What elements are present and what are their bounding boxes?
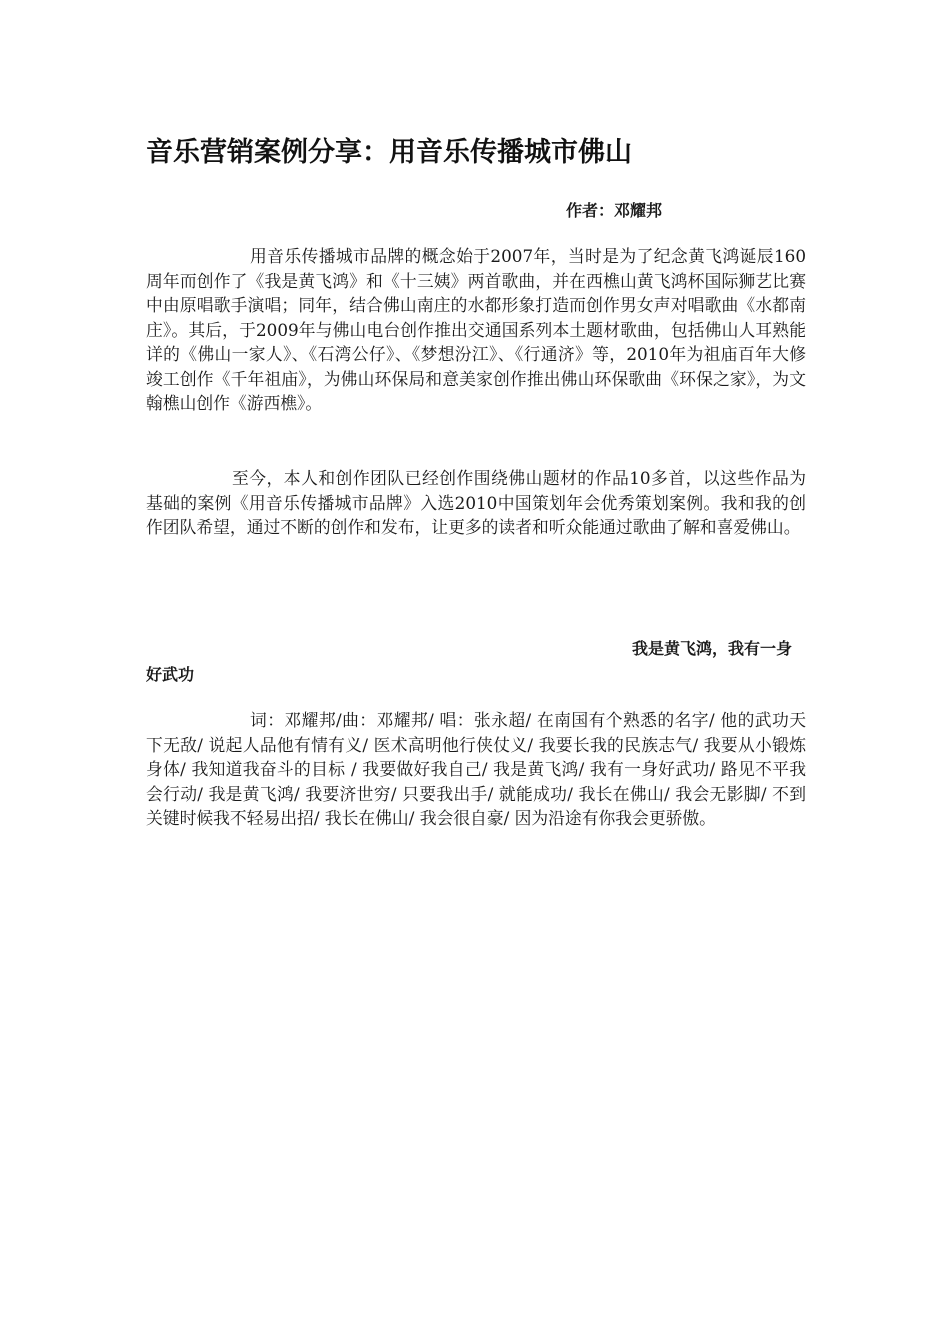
summary-paragraph: 至今，本人和创作团队已经创作围绕佛山题材的作品10多首，以这些作品为基础的案例《用音乐传播城市品牌》入选2010中国策划年会优秀策划案例。我和我的创作团队希望，通过不断的创作和发布，让更多的读者和听众能通过歌曲了解和喜爱佛山。 bbox=[146, 468, 806, 537]
author-line: 作者：邓耀邦 bbox=[565, 201, 662, 220]
intro-paragraph: 用音乐传播城市品牌的概念始于2007年，当时是为了纪念黄飞鸿诞辰160周年而创作了《我是黄飞鸿》和《十三姨》两首歌曲，并在西樵山黄飞鸿杯国际狮艺比赛中由原唱歌手演唱；同年，结合佛山南庄的水都形象打造而创作男女声对唱歌曲《水都南庄》。其后，于2009年与佛山电台创作推出交通国系列本土题材歌曲，包括佛山人耳熟能详的《佛山一家人》、《石湾公仔》、《梦想汾江》、《行通济》等，2010年为祖庙百年大修竣工创作《千年祖庙》，为佛山环保局和意美家创作推出佛山环保歌曲《环保之家》，为文翰樵山创作《游西樵》。 bbox=[146, 246, 806, 413]
song-title: 我是黄飞鸿，我有一身好武功 bbox=[146, 639, 793, 684]
page-title: 音乐营销案例分享：用音乐传播城市佛山 bbox=[146, 137, 632, 168]
lyrics-paragraph: 词：邓耀邦/曲：邓耀邦/ 唱：张永超/ 在南国有个熟悉的名字/ 他的武功天下无敌/ 说起人品他有情有义/ 医术高明他行侠仗义/ 我要长我的民族志气/ 我要从小锻炼身体/ 我知道我奋斗的目标 / 我要做好我自己/ 我是黄飞鸿/ 我有一身好武功/ 路见不平我会行动/ 我是黄飞鸿/ 我要济世穷/ 只要我出手/ 就能成功/ 我长在佛山/ 我会无影脚/ 不到关键时候我不轻易出招/ 我长在佛山/ 我会很自豪/ 因为沿途有你我会更骄傲。 bbox=[146, 710, 806, 828]
